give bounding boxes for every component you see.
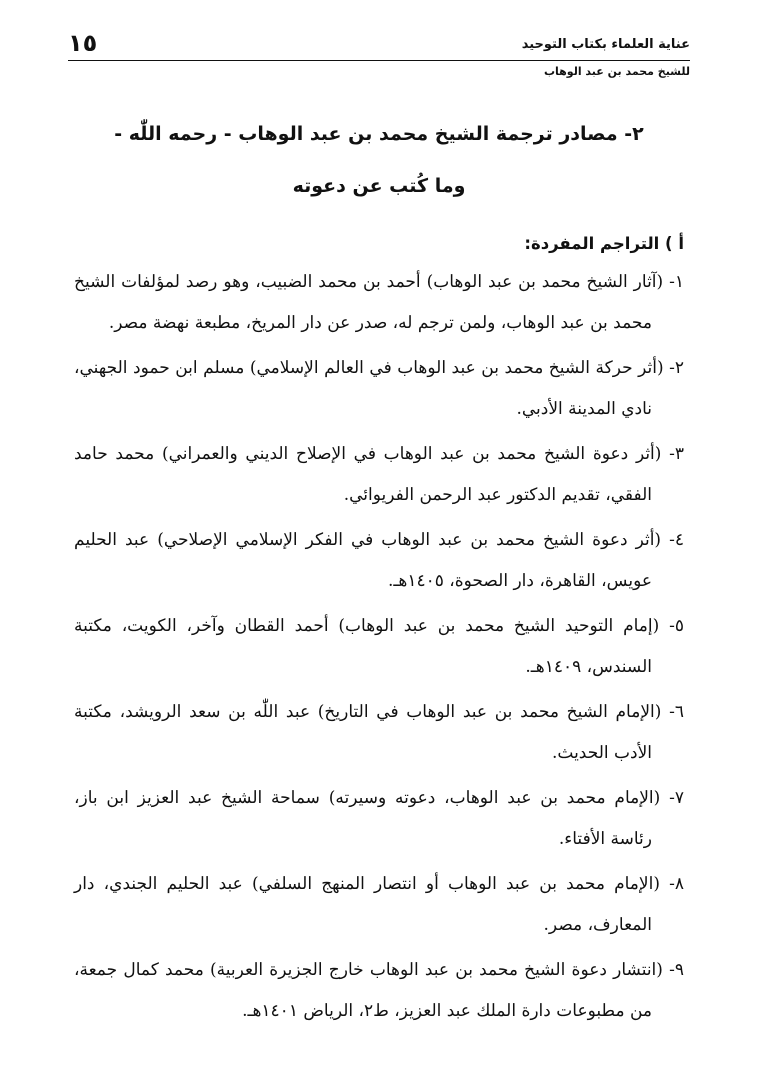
reference-list: [74, 262, 684, 1032]
reference-text: (أثر دعوة الشيخ محمد بن عبد الوهاب في الإصلاح الديني والعمراني) محمد حامد الفقي، تقديم الدكتور عبد الرحمن الفريوائي.: [74, 444, 662, 505]
reference-item-9: [74, 950, 684, 1032]
book-subtitle: للشيخ محمد بن عبد الوهاب: [543, 65, 690, 78]
subsection-heading: أ ) التراجم المفردة:: [524, 234, 684, 253]
reference-number: ٤-: [661, 530, 684, 550]
reference-number: ٧-: [660, 788, 684, 808]
reference-number: ١-: [663, 272, 684, 292]
reference-item-8: [74, 864, 684, 946]
reference-item-1: [74, 262, 684, 344]
reference-item-6: [74, 692, 684, 774]
header-rule: [68, 60, 690, 61]
reference-item-4: [74, 520, 684, 602]
reference-text: (انتشار دعوة الشيخ محمد بن عبد الوهاب خارج الجزيرة العربية) محمد كمال جمعة، من مطبوعات دارة الملك عبد العزيز، ط٢، الرياض ١٤٠١هـ.: [74, 960, 663, 1021]
page-body: [74, 108, 684, 1036]
reference-item-5: [74, 606, 684, 688]
reference-number: ٥-: [659, 616, 684, 636]
reference-text: (أثر حركة الشيخ محمد بن عبد الوهاب في العالم الإسلامي) مسلم ابن حمود الجهني، نادي المدينة الأدبي.: [74, 358, 664, 419]
reference-number: ٨-: [659, 874, 685, 894]
reference-item-7: [74, 778, 684, 860]
reference-text: (إمام التوحيد الشيخ محمد بن عبد الوهاب) أحمد القطان وآخر، الكويت، مكتبة السندس، ١٤٠٩هـ.: [74, 616, 660, 677]
section-heading-line-1: ٢- مصادر ترجمة الشيخ محمد بن عبد الوهاب - رحمه اللّٰه -: [114, 123, 644, 145]
reference-text: (الإمام محمد بن عبد الوهاب، دعوته وسيرته) سماحة الشيخ عبد العزيز ابن باز، رئاسة الأفتاء.: [74, 788, 661, 849]
reference-item-2: [74, 348, 684, 430]
page-number: ١٥: [68, 29, 98, 57]
book-title: عناية العلماء بكتاب التوحيد: [521, 37, 690, 52]
reference-number: ٣-: [661, 444, 684, 464]
section-heading: [74, 108, 684, 212]
reference-text: (أثر دعوة الشيخ محمد بن عبد الوهاب في الفكر الإسلامي الإصلاحي) عبد الحليم عويس، القاهرة، دار الصحوة، ١٤٠٥هـ.: [74, 530, 662, 591]
reference-number: ٩-: [662, 960, 684, 980]
section-heading-line-2: وما كُتب عن دعوته: [292, 175, 466, 197]
reference-text: (الإمام الشيخ محمد بن عبد الوهاب في التاريخ) عبد اللّٰه بن سعد الرويشد، مكتبة الأدب الحديث.: [74, 702, 662, 763]
reference-number: ٢-: [663, 358, 684, 378]
reference-text: (الإمام محمد بن عبد الوهاب أو انتصار المنهج السلفي) عبد الحليم الجندي، دار المعارف، مصر.: [74, 874, 660, 935]
reference-number: ٦-: [661, 702, 684, 722]
reference-item-3: [74, 434, 684, 516]
reference-text: (آثار الشيخ محمد بن عبد الوهاب) أحمد بن محمد الضبيب، وهو رصد لمؤلفات الشيخ محمد بن عبد الوهاب، ولمن ترجم له، صدر عن دار المريخ، مطبعة نهضة مصر.: [74, 272, 664, 333]
